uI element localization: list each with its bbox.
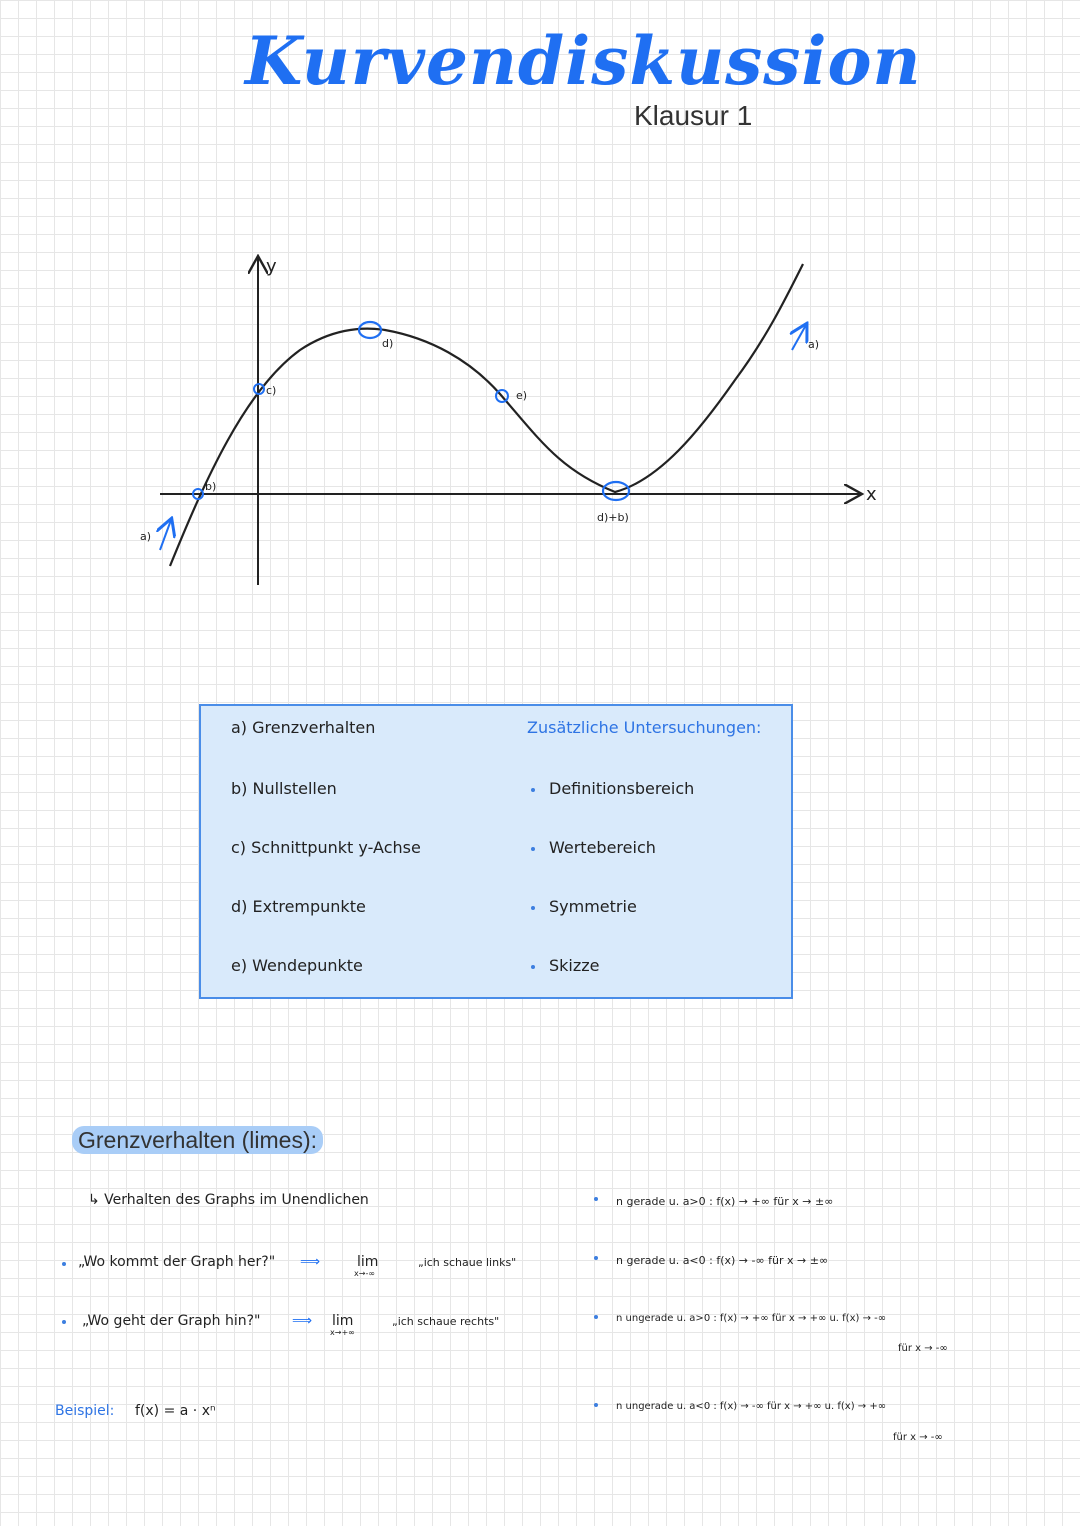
limes-description: ↳ Verhalten des Graphs im Unendlichen [88, 1192, 369, 1208]
y-axis-label: y [266, 256, 277, 277]
question-left: „Wo kommt der Graph her?" [78, 1254, 276, 1270]
bullet-icon [62, 1262, 66, 1266]
lim-right: lim [332, 1313, 354, 1329]
question-right: „Wo geht der Graph hin?" [82, 1313, 261, 1329]
step-c: c) Schnittpunkt y-Achse [231, 838, 421, 857]
bullet-icon [594, 1256, 598, 1260]
bullet-icon [594, 1197, 598, 1201]
label-a-right: a) [808, 338, 820, 351]
bullet-icon [594, 1315, 598, 1319]
extra-item: Symmetrie [531, 897, 637, 916]
extra-item: Definitionsbereich [531, 779, 694, 798]
lim-left: lim [357, 1254, 379, 1270]
example-label: Beispiel: [55, 1403, 115, 1419]
bullet-icon [531, 965, 535, 969]
note-left: „ich schaue links" [418, 1256, 517, 1269]
step-b: b) Nullstellen [231, 779, 337, 798]
rule-4: n ungerade u. a<0 : f(x) → -∞ für x → +∞ u. f(x) → +∞ [616, 1401, 887, 1412]
page-subtitle: Klausur 1 [634, 100, 753, 131]
extra-heading: Zusätzliche Untersuchungen: [527, 718, 762, 737]
lim-right-sub: x→+∞ [330, 1328, 355, 1337]
curve-sketch [0, 0, 1080, 620]
overview-box [199, 704, 793, 999]
step-d: d) Extrempunkte [231, 897, 366, 916]
step-e: e) Wendepunkte [231, 956, 363, 975]
label-b: b) [205, 480, 217, 493]
note-right: „ich schaue rechts" [392, 1315, 500, 1328]
function-curve [170, 264, 803, 566]
rule-4-cont: für x → -∞ [893, 1432, 943, 1443]
label-c: c) [266, 384, 277, 397]
example-formula: f(x) = a · xⁿ [135, 1403, 216, 1419]
label-a-left: a) [140, 530, 152, 543]
bullet-icon [594, 1403, 598, 1407]
left-limit-arrow [160, 520, 171, 550]
extra-item: Wertebereich [531, 838, 656, 857]
step-a: a) Grenzverhalten [231, 718, 376, 737]
right-limit-arrow [792, 325, 806, 350]
implies-arrow: ⟹ [300, 1254, 321, 1270]
bullet-icon [531, 906, 535, 910]
bullet-icon [531, 847, 535, 851]
section-heading: Grenzverhalten (limes): [72, 1126, 323, 1154]
label-db-bottom: d)+b) [597, 511, 629, 524]
lim-left-sub: x→-∞ [354, 1269, 375, 1278]
label-d-top: d) [382, 337, 394, 350]
x-axis-label: x [866, 484, 877, 505]
rule-3-cont: für x → -∞ [898, 1343, 948, 1354]
rule-1: n gerade u. a>0 : f(x) → +∞ für x → ±∞ [616, 1195, 834, 1208]
rule-3: n ungerade u. a>0 : f(x) → +∞ für x → +∞ u. f(x) → -∞ [616, 1313, 887, 1324]
bullet-icon [531, 788, 535, 792]
label-e: e) [516, 389, 528, 402]
implies-arrow: ⟹ [292, 1313, 313, 1329]
rule-2: n gerade u. a<0 : f(x) → -∞ für x → ±∞ [616, 1254, 829, 1267]
extra-item: Skizze [531, 956, 600, 975]
bullet-icon [62, 1320, 66, 1324]
page-title: Kurvendiskussion [245, 22, 922, 100]
